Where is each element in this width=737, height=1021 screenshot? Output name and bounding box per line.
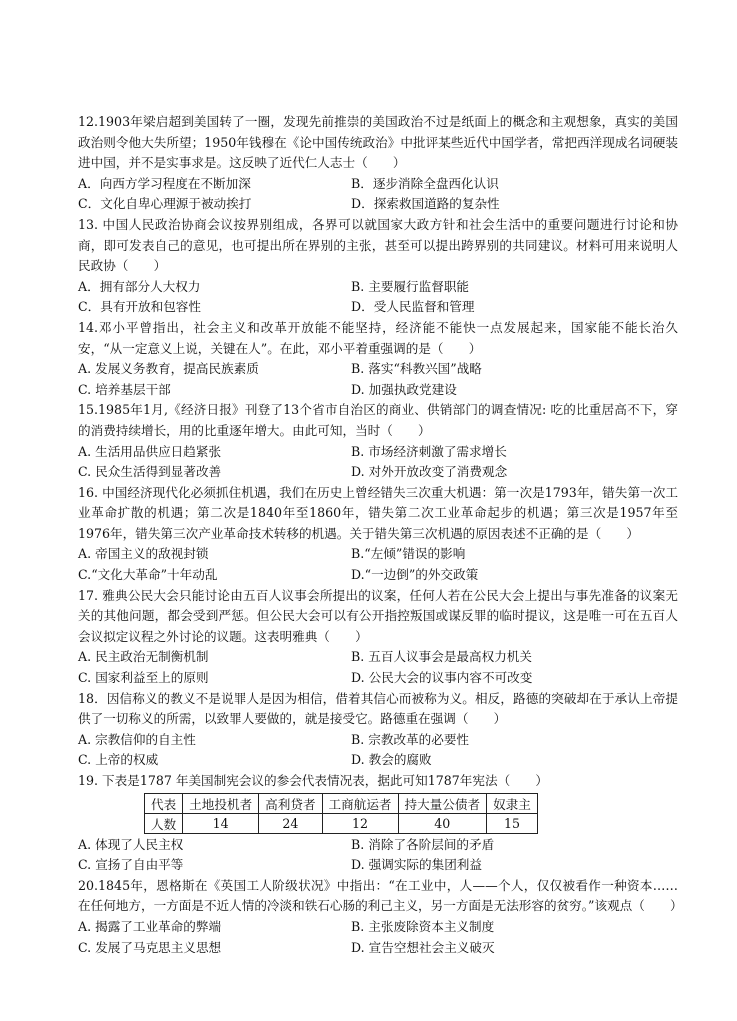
option-b: B. 市场经济刺激了需求增长 <box>351 443 507 459</box>
table-cell: 14 <box>183 813 259 833</box>
option-c: C. 宣扬了自由平等 <box>78 857 184 873</box>
question-18 <box>78 689 678 771</box>
question-stem: 13. 中国人民政治协商会议按界别组成，各界可以就国家大政方针和社会生活中的重要问题进行讨论和协商，即可发表自己的意见，也可提出所在界别的主张，甚至可以提出跨界别的共同建议。材料可用来说明人民政协（ ） <box>78 216 678 274</box>
question-stem: 15.1985年1月,《经济日报》刊登了13个省市自治区的商业、供销部门的调查情况: 吃的比重居高不下，穿的消费持续增长，用的比重逐年增大。由此可知，当时（ ） <box>78 402 678 438</box>
option-a: A. 生活用品供应日趋紧张 <box>78 443 222 459</box>
option-a: A. 帝国主义的敌视封锁 <box>78 546 209 562</box>
question-20 <box>78 876 683 958</box>
option-a: A. 宗教信仰的自主性 <box>78 731 196 747</box>
option-d: D. 宣告空想社会主义破灭 <box>351 939 495 955</box>
table-header-cell: 工商航运者 <box>322 793 398 813</box>
table-header-cell: 奴隶主 <box>487 793 538 813</box>
table-cell: 15 <box>487 813 538 833</box>
option-c: C. 民众生活得到显著改善 <box>78 464 222 480</box>
option-c: C．具有开放和包容性 <box>78 299 201 315</box>
option-b: B.“左倾”错误的影响 <box>351 546 466 562</box>
options <box>78 835 678 876</box>
option-c: C．文化自卑心理源于被动挨打 <box>78 196 252 212</box>
question-stem: 18．因信称义的教义不是说罪人是因为相信，借着其信心而被称为义。相反，路德的突破却在于承认上帝提供了一切称义的所需，以致罪人要做的，就是接受它。路德重在强调（ ） <box>78 690 678 727</box>
question-stem: 14.邓小平曾指出，社会主义和改革开放能不能坚持，经济能不能快一点发展起来，国家能不能长治久安，“从一定意义上说，关键在人”。在此，邓小平着重强调的是（ ） <box>78 319 678 356</box>
question-16 <box>78 483 678 586</box>
table-row <box>145 813 538 833</box>
option-b: B. 落实“科教兴国”战略 <box>351 361 482 377</box>
option-c: C. 国家利益至上的原则 <box>78 670 209 686</box>
table-header-cell: 土地投机者 <box>183 793 259 813</box>
option-d: D. 加强执政党建设 <box>351 381 457 397</box>
option-a: A．拥有部分人大权力 <box>78 278 201 294</box>
question-stem: 12.1903年梁启超到美国转了一圈，发现先前推崇的美国政治不过是纸面上的概念和主观想象，真实的美国政治则令他大失所望；1950年钱穆在《论中国传统政治》中批评某些近代中国学者，常把西洋现成名词硬装进中国，并不是实事求是。这反映了近代仁人志士（ ） <box>78 114 678 171</box>
table-cell: 40 <box>398 813 487 833</box>
exam-page <box>78 112 683 958</box>
options <box>78 277 678 318</box>
option-c: C. 培养基层干部 <box>78 381 171 397</box>
option-d: D. 教会的腐败 <box>351 752 432 768</box>
options <box>78 174 678 215</box>
option-a: A. 民主政治无制衡机制 <box>78 649 209 665</box>
table-header-row <box>145 793 538 813</box>
options <box>78 917 678 958</box>
question-stem: 17. 雅典公民大会只能讨论由五百人议事会所提出的议案，任何人若在公民大会上提出与事先准备的议案无关的其他问题，都会受到严惩。但公民大会可以有公开指控叛国或谋反罪的临时提议，这是唯一可在五百人会议拟定议程之外讨论的议题。这表明雅典（ ） <box>78 587 678 644</box>
table-header-cell: 代表 <box>145 793 183 813</box>
option-d: D.“一边倒”的外交政策 <box>351 567 479 583</box>
option-a: A. 体现了人民主权 <box>78 836 184 852</box>
option-a: A．向西方学习程度在不断加深 <box>78 175 251 191</box>
option-d: D．受人民监督和管理 <box>351 299 475 315</box>
table-header-cell: 高利贷者 <box>259 793 322 813</box>
table-cell: 人数 <box>145 813 183 833</box>
options <box>78 647 678 688</box>
question-19 <box>78 771 678 876</box>
question-15 <box>78 400 678 482</box>
option-b: B. 宗教改革的必要性 <box>351 731 470 747</box>
option-a: A. 发展义务教育，提高民族素质 <box>78 361 259 377</box>
option-c: C. 发展了马克思主义思想 <box>78 939 222 955</box>
option-b: B. 消除了各阶层间的矛盾 <box>351 836 495 852</box>
question-stem: 20.1845年，恩格斯在《英国工人阶级状况》中指出：“在工业中，人——个人，仅仅被看作一种资本……在任何地方，一方面是不近人情的冷淡和铁石心肠的利己主义，另一方面是无法形容的贫穷。”该观点（ ） <box>78 877 683 914</box>
option-b: B. 主张废除资本主义制度 <box>351 918 495 934</box>
question-stem: 16. 中国经济现代化必须抓住机遇，我们在历史上曾经错失三次重大机遇：第一次是1793年，错失第一次工业革命扩散的机遇；第二次是1840年至1860年，错失第二次工业革命起步的机遇；第三次是1957年至1976年，错失第三次产业革命技术转移的机遇。关于错失第三次机遇的原因表述不正确的是（ ） <box>78 484 678 541</box>
options <box>78 442 678 483</box>
option-b: B. 主要履行监督职能 <box>351 278 470 294</box>
options <box>78 359 678 400</box>
option-d: D. 对外开放改变了消费观念 <box>351 464 508 480</box>
question-14 <box>78 318 678 400</box>
option-d: D．探索救国道路的复杂性 <box>351 196 500 212</box>
question-17 <box>78 586 678 689</box>
question-13 <box>78 215 678 318</box>
delegates-table <box>144 793 538 834</box>
option-a: A. 揭露了工业革命的弊端 <box>78 918 222 934</box>
table-cell: 24 <box>259 813 322 833</box>
option-d: D. 强调实际的集团利益 <box>351 857 482 873</box>
option-c: C.“文化大革命”十年动乱 <box>78 567 218 583</box>
question-12 <box>78 112 678 215</box>
option-c: C. 上帝的权威 <box>78 752 159 768</box>
option-b: B．逐步消除全盘西化认识 <box>351 175 499 191</box>
option-b: B. 五百人议事会是最高权力机关 <box>351 649 532 665</box>
table-cell: 12 <box>322 813 398 833</box>
table-header-cell: 持大量公债者 <box>398 793 487 813</box>
options <box>78 730 678 771</box>
option-d: D. 公民大会的议事内容不可改变 <box>351 670 533 686</box>
question-stem: 19. 下表是1787 年美国制宪会议的参会代表情况表，据此可知1787年宪法（ ） <box>78 773 548 788</box>
options <box>78 544 678 585</box>
